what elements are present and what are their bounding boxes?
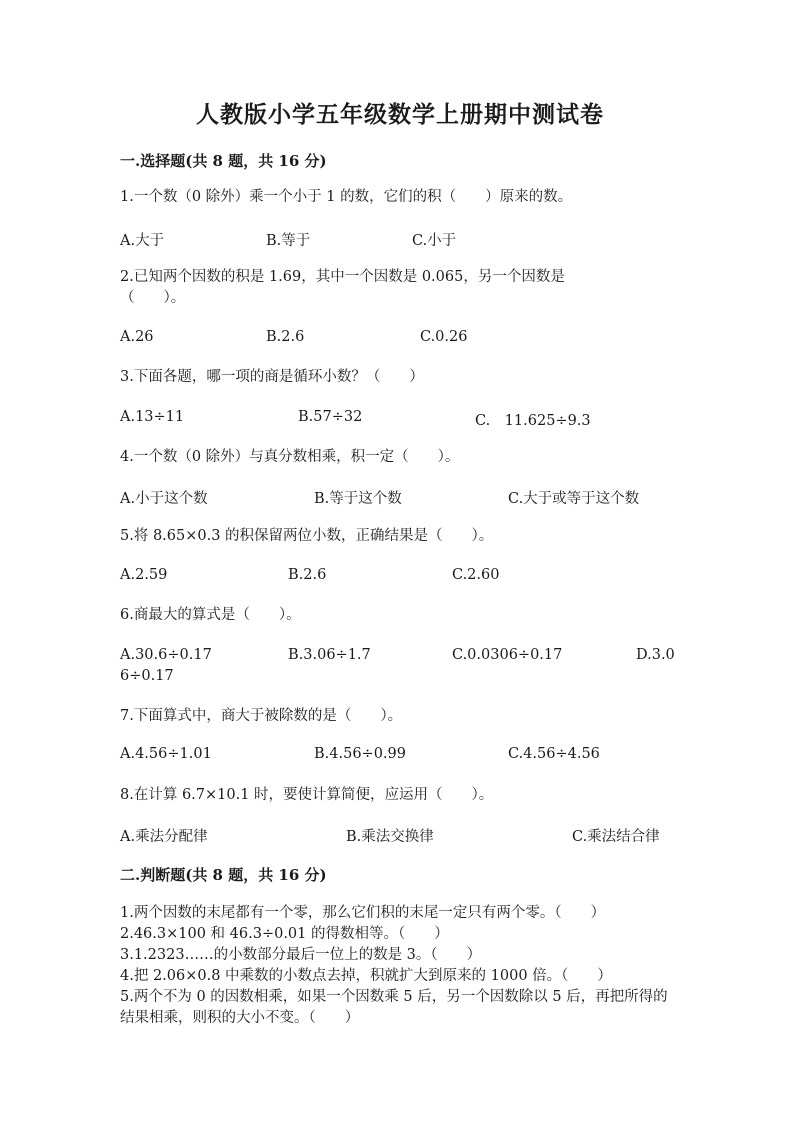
option: C.小于 — [412, 233, 457, 249]
option: C.4.56÷4.56 — [508, 746, 600, 762]
option: A.30.6÷0.17 — [120, 647, 212, 663]
option: A.13÷11 — [120, 409, 185, 425]
option: C.0.26 — [420, 329, 468, 345]
option: A.大于 — [120, 233, 165, 249]
question-2: 2.已知两个因数的积是 1.69，其中一个因数是 0.065，另一个因数是（ ）。 — [120, 269, 565, 306]
option: B.乘法交换律 — [346, 829, 434, 845]
question-6: 6.商最大的算式是（ ）。 — [120, 607, 301, 623]
option: B.2.6 — [266, 329, 305, 345]
option-continuation: 6÷0.17 — [120, 668, 174, 684]
option: A.4.56÷1.01 — [120, 746, 212, 762]
question-3: 3.下面各题，哪一项的商是循环小数？（ ） — [120, 369, 424, 385]
option: C.2.60 — [452, 567, 500, 583]
judge-item-3: 3.1.2323……的小数部分最后一位上的数是 3。（ ） — [120, 947, 482, 963]
option: B.2.6 — [288, 567, 327, 583]
option: C.乘法结合律 — [572, 829, 660, 845]
judge-item-1: 1.两个因数的末尾都有一个零，那么它们积的末尾一定只有两个零。（ ） — [120, 905, 606, 921]
judge-item-2: 2.46.3×100 和 46.3÷0.01 的得数相等。（ ） — [120, 926, 449, 942]
option: A.2.59 — [120, 567, 168, 583]
judge-item-4: 4.把 2.06×0.8 中乘数的小数点去掉，积就扩大到原来的 1000 倍。（ ） — [120, 968, 612, 984]
section-heading-choice: 一.选择题(共 8 题，共 16 分) — [120, 152, 327, 170]
question-7: 7.下面算式中，商大于被除数的是（ ）。 — [120, 708, 403, 724]
option: A.小于这个数 — [120, 491, 208, 507]
option: B.4.56÷0.99 — [314, 746, 406, 762]
question-8: 8.在计算 6.7×10.1 时，要使计算简便，应运用（ ）。 — [120, 787, 494, 803]
option: D.3.0 — [636, 647, 675, 663]
option: B.等于 — [266, 233, 311, 249]
option: C. 11.625÷9.3 — [475, 413, 591, 429]
judge-item-5: 5.两个不为 0 的因数相乘，如果一个因数乘 5 后，另一个因数除以 5 后，再把所得的结果相乘，则积的大小不变。（ ） — [120, 989, 668, 1026]
option: A.26 — [120, 329, 154, 345]
question-5: 5.将 8.65×0.3 的积保留两位小数，正确结果是（ ）。 — [120, 528, 494, 544]
page-title: 人教版小学五年级数学上册期中测试卷 — [196, 101, 604, 128]
section-heading-judge: 二.判断题(共 8 题，共 16 分) — [120, 866, 327, 884]
question-4: 4.一个数（0 除外）与真分数相乘，积一定（ ）。 — [120, 449, 460, 465]
option: B.3.06÷1.7 — [288, 647, 371, 663]
question-1: 1.一个数（0 除外）乘一个小于 1 的数，它们的积（ ）原来的数。 — [120, 189, 573, 205]
option: C.0.0306÷0.17 — [452, 647, 563, 663]
option: B.等于这个数 — [314, 491, 402, 507]
option: A.乘法分配律 — [120, 829, 208, 845]
option: B.57÷32 — [298, 409, 363, 425]
option: C.大于或等于这个数 — [508, 491, 640, 507]
